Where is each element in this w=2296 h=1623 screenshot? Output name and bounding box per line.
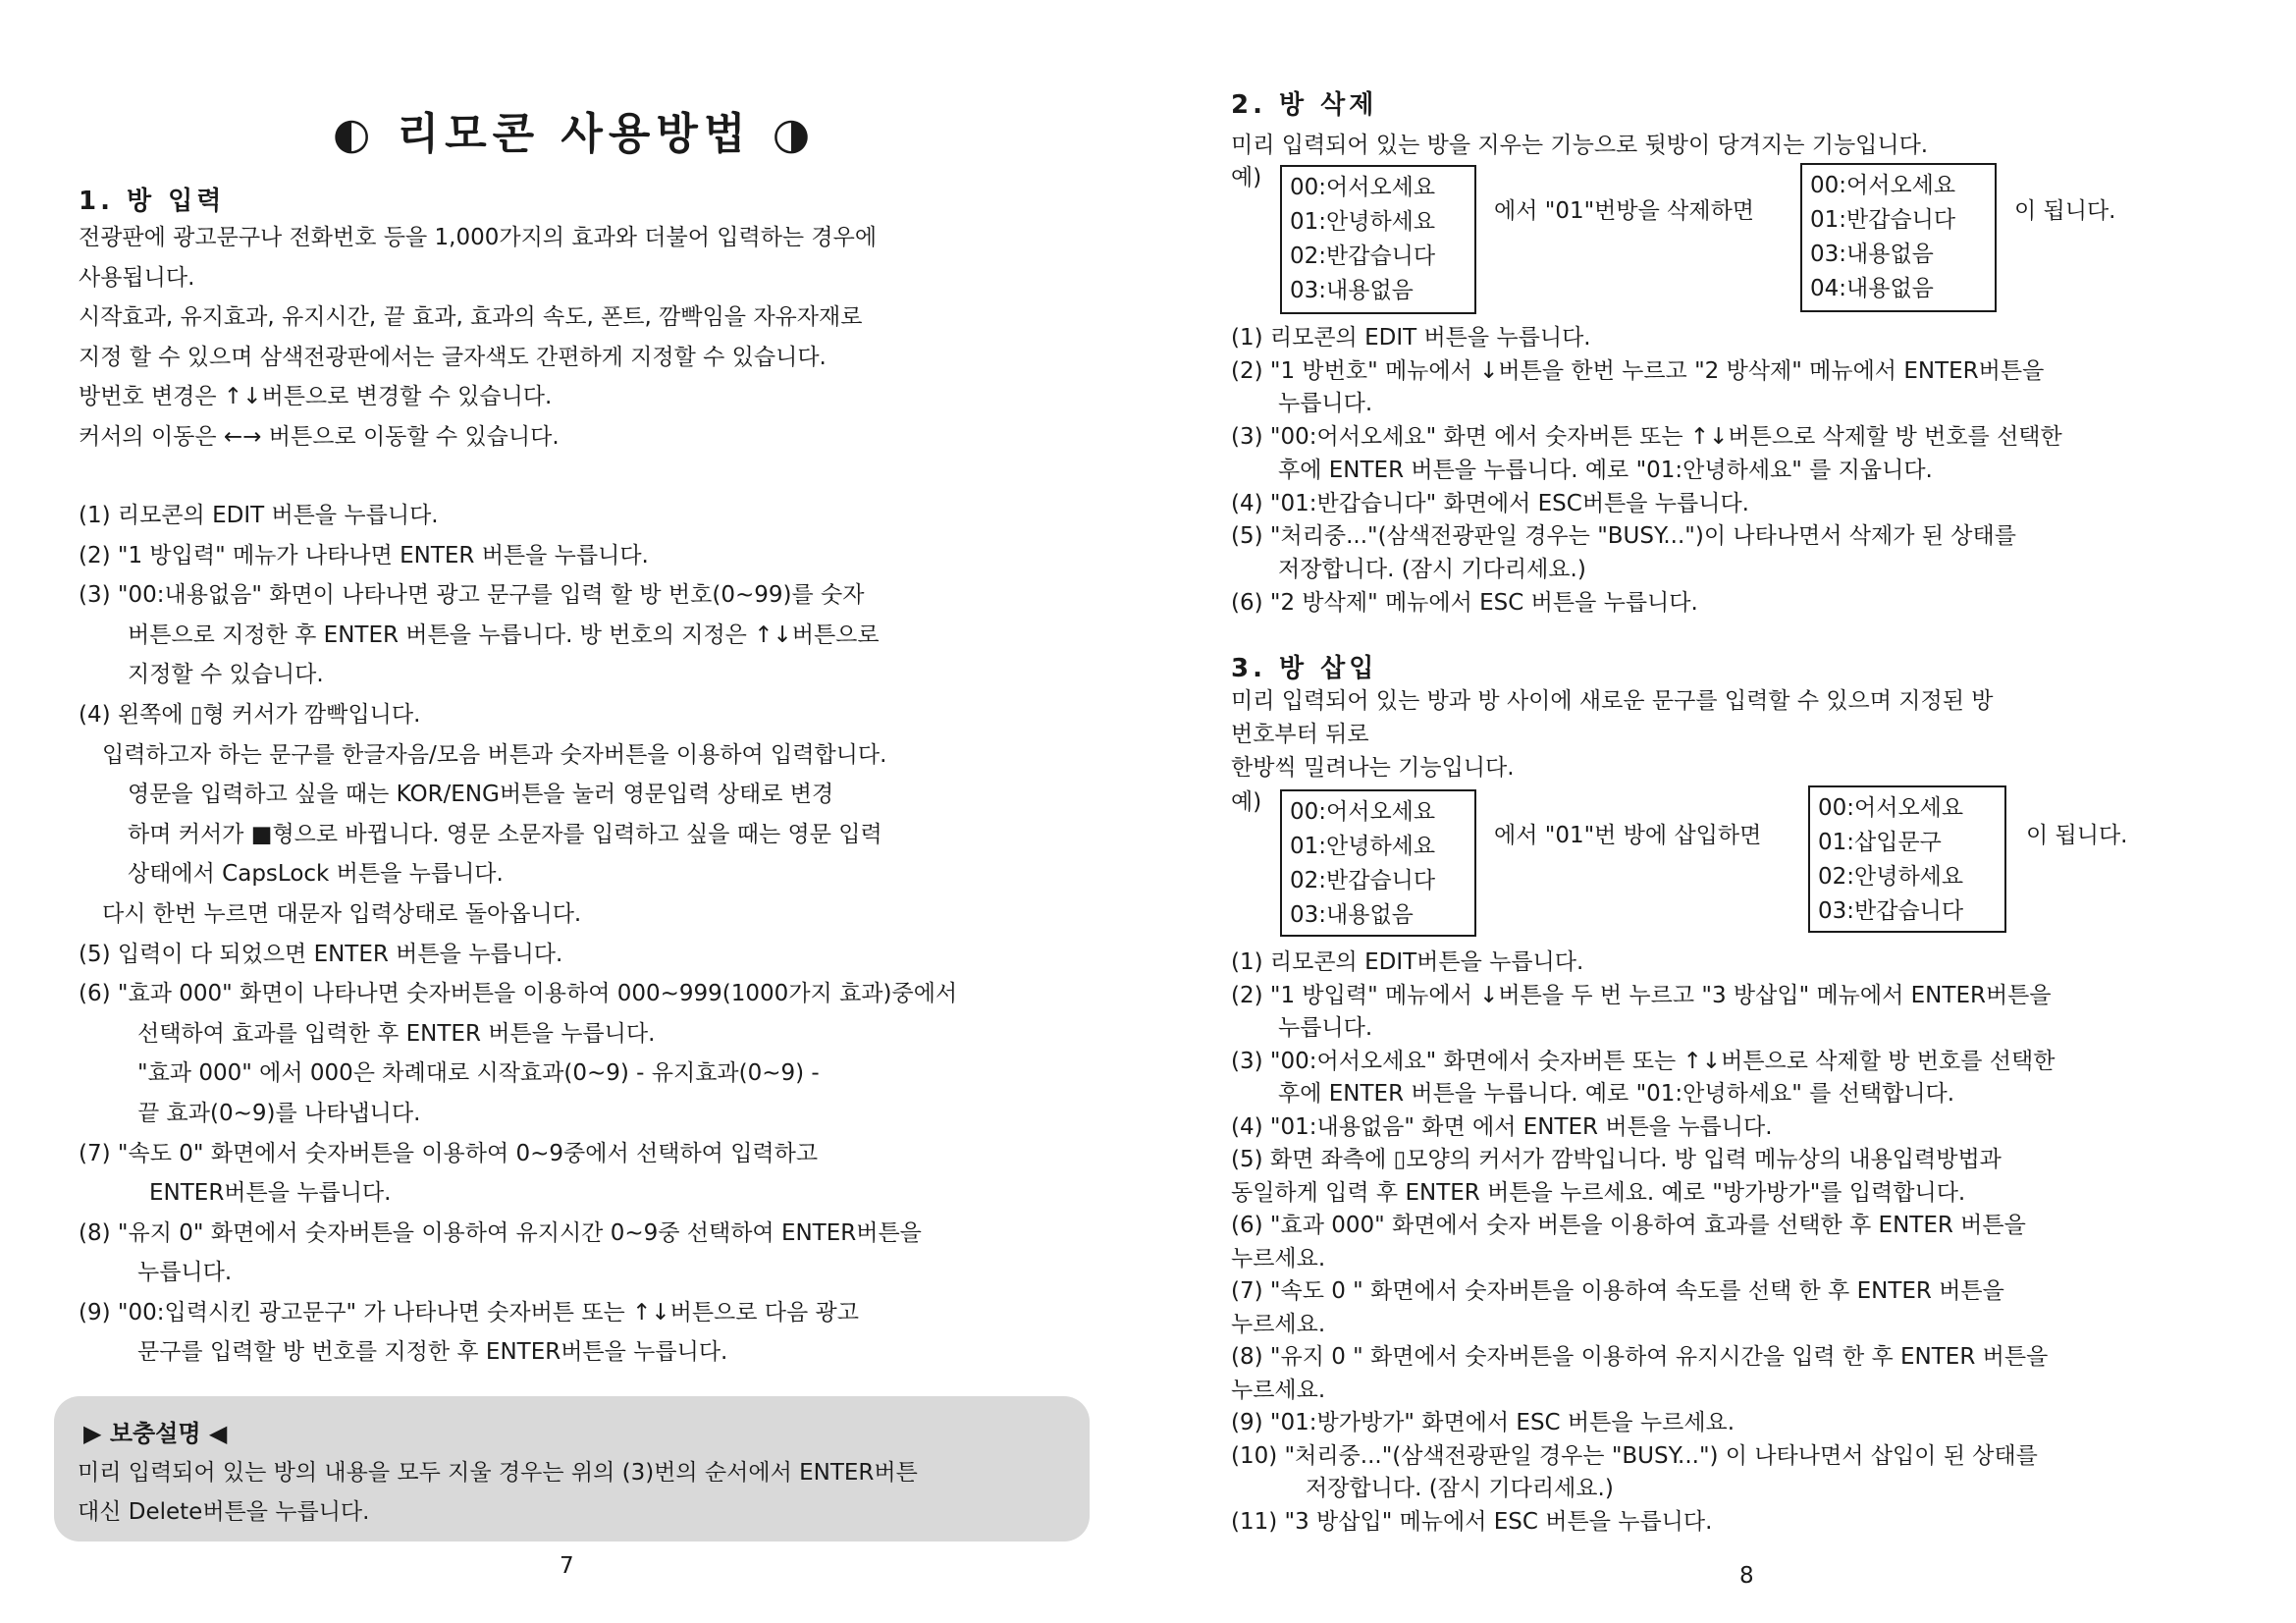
page-number: 8: [1739, 1563, 1754, 1589]
section-1-heading: 1. 방 입력: [79, 187, 226, 216]
step-line: (6) "2 방삭제" 메뉴에서 ESC 버튼을 누릅니다.: [1231, 589, 1698, 616]
step-line: 저장합니다. (잠시 기다리세요.): [1306, 1476, 1614, 1501]
step-line: (11) "3 방삽입" 메뉴에서 ESC 버튼을 누릅니다.: [1231, 1508, 1713, 1535]
note-line: 대신 Delete버튼을 누릅니다.: [78, 1499, 370, 1525]
section-3-steps: [1231, 947, 2055, 1539]
section-2-steps: [1231, 322, 2062, 620]
step-line: 누릅니다.: [137, 1260, 233, 1286]
step-line: 영문을 입력하고 싶을 때는 KOR/ENG버튼을 눌러 영문입력 상태로 변경: [128, 782, 834, 808]
step-line: (5) 화면 좌측에 ▯모양의 커서가 깜박입니다. 방 입력 메뉴상의 내용입력방법과: [1231, 1147, 2002, 1172]
step-line: (9) "00:입력시킨 광고문구" 가 나타나면 숫자버튼 또는 ↑↓버튼으로 다음 광고: [79, 1299, 859, 1325]
box-line: 01:반갑습니다: [1810, 207, 1956, 233]
step-line: (1) 리모콘의 EDIT 버튼을 누릅니다.: [1231, 325, 1591, 351]
step-line: 상태에서 CapsLock 버튼을 누릅니다.: [128, 861, 504, 888]
page-title: ◐ 리모콘 사용방법 ◑: [332, 109, 817, 159]
before-rooms-box: [1280, 165, 1476, 314]
box-line: 01:안녕하세요: [1290, 209, 1436, 235]
step-line: 입력하고자 하는 문구를 한글자음/모음 버튼과 숫자버튼을 이용하여 입력합니다.: [102, 741, 887, 768]
step-line: (8) "유지 0 " 화면에서 숫자버튼을 이용하여 유지시간을 입력 한 후 ENTER 버튼을: [1231, 1344, 2049, 1370]
step-line: 지정할 수 있습니다.: [128, 662, 324, 688]
step-line: 하며 커서가 ■형으로 바뀝니다. 영문 소문자를 입력하고 싶을 때는 영문 입력: [128, 821, 882, 847]
page-number: 7: [560, 1553, 574, 1579]
box-line: 00:어서오세요: [1290, 175, 1436, 200]
example-label: 예): [1231, 789, 1262, 815]
box-line: 02:안녕하세요: [1818, 864, 1964, 890]
box-line: 03:내용없음: [1810, 242, 1934, 267]
right-page: [1148, 0, 2296, 1623]
step-line: (2) "1 방입력" 메뉴가 나타나면 ENTER 버튼을 누릅니다.: [79, 542, 649, 568]
box-line: 02:반갑습니다: [1290, 868, 1436, 893]
step-line: 문구를 입력할 방 번호를 지정한 후 ENTER버튼을 누릅니다.: [137, 1339, 728, 1366]
box-line: 01:삽입문구: [1818, 830, 1942, 855]
step-line: 누르세요.: [1231, 1311, 1326, 1337]
step-line: (6) "효과 000" 화면에서 숫자 버튼을 이용하여 효과를 선택한 후 ENTER 버튼을: [1231, 1213, 2026, 1238]
before-rooms-box: [1280, 789, 1476, 937]
step-line: 누르세요.: [1231, 1377, 1326, 1403]
box-line: 00:어서오세요: [1290, 799, 1436, 825]
example-end-text: 이 됩니다.: [2026, 823, 2128, 848]
step-line: (1) 리모콘의 EDIT 버튼을 누릅니다.: [79, 503, 439, 528]
note-body: [78, 1453, 918, 1532]
step-line: "효과 000" 에서 000은 차례대로 시작효과(0~9) - 유지효과(0~9) -: [137, 1060, 820, 1087]
step-line: 누르세요.: [1231, 1245, 1326, 1271]
box-line: 00:어서오세요: [1810, 173, 1956, 198]
step-line: 선택하여 효과를 입력한 후 ENTER 버튼을 누릅니다.: [137, 1020, 656, 1047]
step-line: (5) "처리중..."(삼색전광판일 경우는 "BUSY...")이 나타나면서 삭제가 된 상태를: [1231, 523, 2016, 550]
step-line: (5) 입력이 다 되었으면 ENTER 버튼을 누릅니다.: [79, 941, 563, 967]
box-line: 04:내용없음: [1810, 276, 1934, 301]
box-line: 03:반갑습니다: [1818, 898, 1964, 924]
step-line: 저장합니다. (잠시 기다리세요.): [1278, 556, 1586, 582]
section-3-intro: [1231, 684, 1994, 784]
section-2-heading: 2. 방 삭제: [1231, 90, 1378, 120]
box-line: 01:안녕하세요: [1290, 834, 1436, 859]
step-line: (4) "01:내용없음" 화면 에서 ENTER 버튼을 누릅니다.: [1231, 1113, 1773, 1140]
note-line: 미리 입력되어 있는 방의 내용을 모두 지울 경우는 위의 (3)번의 순서에서 ENTER버튼: [78, 1460, 918, 1486]
intro-line: 미리 입력되어 있는 방과 방 사이에 새로운 문구를 입력할 수 있으며 지정된 방: [1231, 688, 1994, 714]
step-line: (2) "1 방입력" 메뉴에서 ↓버튼을 두 번 누르고 "3 방삽입" 메뉴에서 ENTER버튼을: [1231, 982, 2052, 1008]
step-line: (7) "속도 0" 화면에서 숫자버튼을 이용하여 0~9중에서 선택하여 입력하고: [79, 1140, 819, 1166]
step-line: 후에 ENTER 버튼을 누릅니다. 예로 "01:안녕하세요" 를 선택합니다.: [1278, 1081, 1955, 1107]
intro-line: 방번호 변경은 ↑↓버튼으로 변경할 수 있습니다.: [79, 384, 553, 410]
step-line: (10) "처리중..."(삼색전광판일 경우는 "BUSY...") 이 나타나면서 삽입이 된 상태를: [1231, 1442, 2038, 1469]
step-line: (3) "00:어서오세요" 화면에서 숫자버튼 또는 ↑↓버튼으로 삭제할 방 번호를 선택한: [1231, 1048, 2056, 1074]
step-line: (2) "1 방번호" 메뉴에서 ↓버튼을 한번 누르고 "2 방삭제" 메뉴에서 ENTER버튼을: [1231, 357, 2045, 384]
after-rooms-box: [1800, 163, 1997, 312]
step-line: (9) "01:방가방가" 화면에서 ESC 버튼을 누르세요.: [1231, 1410, 1735, 1435]
example-label: 예): [1231, 165, 1262, 190]
step-line: 동일하게 입력 후 ENTER 버튼을 누르세요. 예로 "방가방가"를 입력합니다.: [1231, 1179, 1966, 1206]
intro-line: 커서의 이동은 ←→ 버튼으로 이동할 수 있습니다.: [79, 423, 560, 450]
intro-line: 지정 할 수 있으며 삼색전광판에서는 글자색도 간편하게 지정할 수 있습니다.: [79, 344, 827, 370]
step-line: ENTER버튼을 누릅니다.: [149, 1180, 392, 1207]
step-line: (8) "유지 0" 화면에서 숫자버튼을 이용하여 유지시간 0~9중 선택하여 ENTER버튼을: [79, 1219, 922, 1246]
box-line: 02:반갑습니다: [1290, 243, 1436, 269]
intro-line: 번호부터 뒤로: [1231, 722, 1369, 747]
section-1-steps: [79, 496, 957, 1373]
box-line: 03:내용없음: [1290, 278, 1414, 303]
box-line: 03:내용없음: [1290, 902, 1414, 928]
after-rooms-box: [1808, 785, 2006, 933]
intro-line: 한방씩 밀려나는 기능입니다.: [1231, 755, 1515, 781]
box-line: 00:어서오세요: [1818, 795, 1964, 821]
step-line: 버튼으로 지정한 후 ENTER 버튼을 누릅니다. 방 번호의 지정은 ↑↓버튼으로: [128, 622, 880, 648]
step-line: 누릅니다.: [1278, 1015, 1373, 1041]
step-line: (4) 왼쪽에 ▯형 커서가 깜빡입니다.: [79, 701, 421, 728]
step-line: (4) "01:반갑습니다" 화면에서 ESC버튼을 누릅니다.: [1231, 490, 1749, 516]
step-line: 다시 한번 누르면 대문자 입력상태로 돌아옵니다.: [102, 900, 582, 927]
step-line: (3) "00:내용없음" 화면이 나타나면 광고 문구를 입력 할 방 번호(0~99)를 숫자: [79, 582, 865, 609]
supplementary-note-box: [54, 1396, 1090, 1542]
intro-line: 사용됩니다.: [79, 264, 195, 291]
section-1-intro: [79, 218, 877, 458]
intro-line: 시작효과, 유지효과, 유지시간, 끝 효과, 효과의 속도, 폰트, 깜빡임을 자유자재로: [79, 304, 863, 331]
example-middle-text: 에서 "01"번 방에 삽입하면: [1494, 823, 1762, 848]
step-line: 후에 ENTER 버튼을 누릅니다. 예로 "01:안녕하세요" 를 지웁니다.: [1278, 457, 1933, 483]
step-line: 누릅니다.: [1278, 391, 1373, 417]
step-line: (7) "속도 0 " 화면에서 숫자버튼을 이용하여 속도를 선택 한 후 ENTER 버튼을: [1231, 1278, 2004, 1304]
step-line: (1) 리모콘의 EDIT버튼을 누릅니다.: [1231, 949, 1584, 975]
step-line: (6) "효과 000" 화면이 나타나면 숫자버튼을 이용하여 000~999(1000가지 효과)중에서: [79, 981, 958, 1007]
intro-line: 전광판에 광고문구나 전화번호 등을 1,000가지의 효과와 더불어 입력하는 경우에: [79, 225, 878, 250]
note-title: ▶ 보충설명 ◀: [83, 1420, 228, 1447]
step-line: 끝 효과(0~9)를 나타냅니다.: [137, 1100, 421, 1126]
example-middle-text: 에서 "01"번방을 삭제하면: [1494, 198, 1755, 224]
step-line: (3) "00:어서오세요" 화면 에서 숫자버튼 또는 ↑↓버튼으로 삭제할 방 번호를 선택한: [1231, 424, 2062, 451]
section-2-intro: 미리 입력되어 있는 방을 지우는 기능으로 뒷방이 당겨지는 기능입니다.: [1231, 133, 1929, 158]
example-end-text: 이 됩니다.: [2014, 198, 2116, 224]
section-3-heading: 3. 방 삽입: [1231, 654, 1378, 683]
